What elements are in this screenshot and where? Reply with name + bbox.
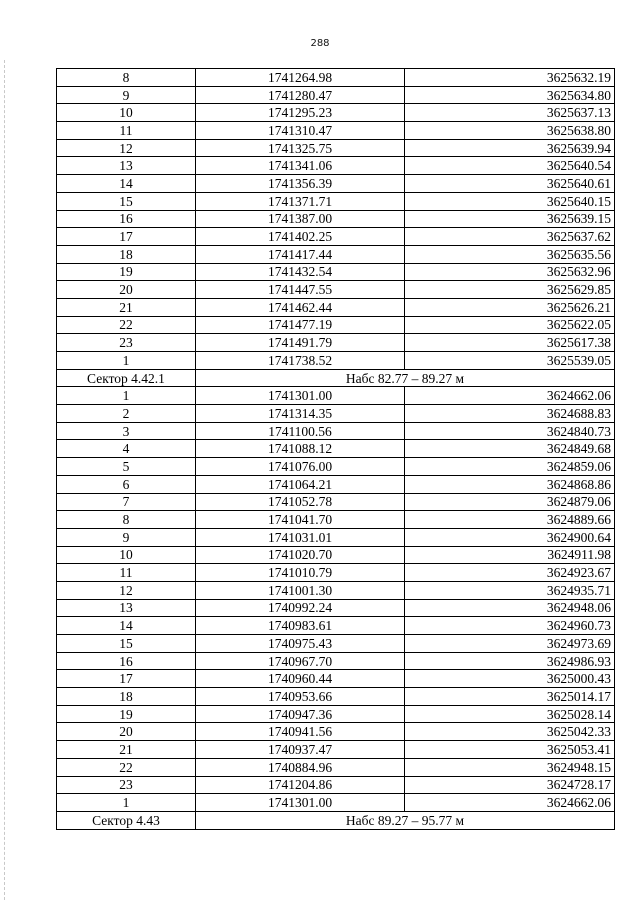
point-number-cell: 15 [57, 192, 196, 210]
y-coordinate-cell: 3624948.06 [405, 599, 615, 617]
y-coordinate-cell: 3625639.94 [405, 139, 615, 157]
x-coordinate-cell: 1741432.54 [196, 263, 405, 281]
point-number-cell: 21 [57, 741, 196, 759]
point-number-cell: 20 [57, 723, 196, 741]
y-coordinate-cell: 3625014.17 [405, 688, 615, 706]
table-row [57, 139, 615, 157]
x-coordinate-cell: 1741010.79 [196, 564, 405, 582]
point-number-cell: 18 [57, 688, 196, 706]
x-coordinate-cell: 1741204.86 [196, 776, 405, 794]
table-row [57, 652, 615, 670]
point-number-cell: 5 [57, 458, 196, 476]
table-row [57, 705, 615, 723]
x-coordinate-cell: 1740947.36 [196, 705, 405, 723]
table-row [57, 511, 615, 529]
table-row [57, 210, 615, 228]
point-number-cell: 13 [57, 157, 196, 175]
table-row [57, 86, 615, 104]
table-row [57, 245, 615, 263]
x-coordinate-cell: 1741100.56 [196, 422, 405, 440]
point-number-cell: 7 [57, 493, 196, 511]
y-coordinate-cell: 3625622.05 [405, 316, 615, 334]
table-row [57, 175, 615, 193]
x-coordinate-cell: 1741738.52 [196, 352, 405, 370]
x-coordinate-cell: 1740941.56 [196, 723, 405, 741]
table-row [57, 723, 615, 741]
table-row [57, 192, 615, 210]
table-row [57, 794, 615, 812]
x-coordinate-cell: 1740937.47 [196, 741, 405, 759]
point-number-cell: 2 [57, 405, 196, 423]
table-row [57, 458, 615, 476]
x-coordinate-cell: 1741491.79 [196, 334, 405, 352]
y-coordinate-cell: 3625637.13 [405, 104, 615, 122]
sector-elevation-range: Набс 82.77 – 89.27 м [196, 369, 615, 387]
coordinates-table [56, 68, 615, 830]
x-coordinate-cell: 1741041.70 [196, 511, 405, 529]
point-number-cell: 14 [57, 175, 196, 193]
point-number-cell: 22 [57, 316, 196, 334]
sector-name: Сектор 4.42.1 [57, 369, 196, 387]
y-coordinate-cell: 3624849.68 [405, 440, 615, 458]
y-coordinate-cell: 3624662.06 [405, 387, 615, 405]
table-row [57, 387, 615, 405]
point-number-cell: 9 [57, 528, 196, 546]
x-coordinate-cell: 1741020.70 [196, 546, 405, 564]
y-coordinate-cell: 3625053.41 [405, 741, 615, 759]
table-row [57, 475, 615, 493]
x-coordinate-cell: 1740884.96 [196, 758, 405, 776]
table-row [57, 334, 615, 352]
point-number-cell: 16 [57, 652, 196, 670]
x-coordinate-cell: 1741076.00 [196, 458, 405, 476]
x-coordinate-cell: 1741314.35 [196, 405, 405, 423]
table-row [57, 281, 615, 299]
y-coordinate-cell: 3624911.98 [405, 546, 615, 564]
table-row [57, 528, 615, 546]
table-row [57, 546, 615, 564]
table-row [57, 122, 615, 140]
y-coordinate-cell: 3624935.71 [405, 581, 615, 599]
table-row [57, 670, 615, 688]
y-coordinate-cell: 3625629.85 [405, 281, 615, 299]
table-row [57, 298, 615, 316]
y-coordinate-cell: 3625028.14 [405, 705, 615, 723]
table-row [57, 405, 615, 423]
point-number-cell: 4 [57, 440, 196, 458]
y-coordinate-cell: 3625635.56 [405, 245, 615, 263]
y-coordinate-cell: 3625000.43 [405, 670, 615, 688]
point-number-cell: 8 [57, 69, 196, 87]
x-coordinate-cell: 1741477.19 [196, 316, 405, 334]
y-coordinate-cell: 3624840.73 [405, 422, 615, 440]
table-row [57, 599, 615, 617]
y-coordinate-cell: 3624973.69 [405, 635, 615, 653]
y-coordinate-cell: 3625632.96 [405, 263, 615, 281]
x-coordinate-cell: 1741064.21 [196, 475, 405, 493]
x-coordinate-cell: 1740967.70 [196, 652, 405, 670]
sector-header-row [57, 369, 615, 387]
x-coordinate-cell: 1741356.39 [196, 175, 405, 193]
y-coordinate-cell: 3625640.15 [405, 192, 615, 210]
table-row [57, 157, 615, 175]
table-row [57, 776, 615, 794]
point-number-cell: 23 [57, 776, 196, 794]
y-coordinate-cell: 3624859.06 [405, 458, 615, 476]
y-coordinate-cell: 3625638.80 [405, 122, 615, 140]
x-coordinate-cell: 1740992.24 [196, 599, 405, 617]
page-number: 288 [310, 38, 330, 49]
point-number-cell: 14 [57, 617, 196, 635]
point-number-cell: 1 [57, 387, 196, 405]
point-number-cell: 12 [57, 581, 196, 599]
table-row [57, 758, 615, 776]
y-coordinate-cell: 3624923.67 [405, 564, 615, 582]
table-row [57, 422, 615, 440]
y-coordinate-cell: 3625632.19 [405, 69, 615, 87]
x-coordinate-cell: 1740953.66 [196, 688, 405, 706]
y-coordinate-cell: 3625640.61 [405, 175, 615, 193]
point-number-cell: 8 [57, 511, 196, 529]
y-coordinate-cell: 3625634.80 [405, 86, 615, 104]
table-row [57, 104, 615, 122]
table-row [57, 352, 615, 370]
point-number-cell: 11 [57, 564, 196, 582]
point-number-cell: 17 [57, 670, 196, 688]
point-number-cell: 9 [57, 86, 196, 104]
x-coordinate-cell: 1741001.30 [196, 581, 405, 599]
y-coordinate-cell: 3625639.15 [405, 210, 615, 228]
point-number-cell: 22 [57, 758, 196, 776]
x-coordinate-cell: 1741447.55 [196, 281, 405, 299]
point-number-cell: 12 [57, 139, 196, 157]
x-coordinate-cell: 1741371.71 [196, 192, 405, 210]
point-number-cell: 20 [57, 281, 196, 299]
y-coordinate-cell: 3624879.06 [405, 493, 615, 511]
x-coordinate-cell: 1741301.00 [196, 387, 405, 405]
point-number-cell: 21 [57, 298, 196, 316]
scan-margin-line [4, 60, 5, 900]
table-row [57, 263, 615, 281]
point-number-cell: 18 [57, 245, 196, 263]
y-coordinate-cell: 3625617.38 [405, 334, 615, 352]
y-coordinate-cell: 3624662.06 [405, 794, 615, 812]
table-row [57, 688, 615, 706]
point-number-cell: 15 [57, 635, 196, 653]
y-coordinate-cell: 3625637.62 [405, 228, 615, 246]
x-coordinate-cell: 1741301.00 [196, 794, 405, 812]
x-coordinate-cell: 1741031.01 [196, 528, 405, 546]
y-coordinate-cell: 3624868.86 [405, 475, 615, 493]
x-coordinate-cell: 1741417.44 [196, 245, 405, 263]
y-coordinate-cell: 3625539.05 [405, 352, 615, 370]
table-row [57, 493, 615, 511]
x-coordinate-cell: 1741295.23 [196, 104, 405, 122]
y-coordinate-cell: 3624688.83 [405, 405, 615, 423]
y-coordinate-cell: 3624948.15 [405, 758, 615, 776]
table-row [57, 228, 615, 246]
coordinates-table-body [57, 69, 615, 830]
y-coordinate-cell: 3624889.66 [405, 511, 615, 529]
point-number-cell: 23 [57, 334, 196, 352]
point-number-cell: 17 [57, 228, 196, 246]
y-coordinate-cell: 3624986.93 [405, 652, 615, 670]
sector-elevation-range: Набс 89.27 – 95.77 м [196, 811, 615, 829]
point-number-cell: 10 [57, 546, 196, 564]
x-coordinate-cell: 1741088.12 [196, 440, 405, 458]
table-row [57, 69, 615, 87]
x-coordinate-cell: 1741264.98 [196, 69, 405, 87]
x-coordinate-cell: 1741402.25 [196, 228, 405, 246]
point-number-cell: 13 [57, 599, 196, 617]
x-coordinate-cell: 1740975.43 [196, 635, 405, 653]
y-coordinate-cell: 3624728.17 [405, 776, 615, 794]
y-coordinate-cell: 3624900.64 [405, 528, 615, 546]
point-number-cell: 19 [57, 263, 196, 281]
sector-name: Сектор 4.43 [57, 811, 196, 829]
y-coordinate-cell: 3624960.73 [405, 617, 615, 635]
x-coordinate-cell: 1740983.61 [196, 617, 405, 635]
x-coordinate-cell: 1741341.06 [196, 157, 405, 175]
point-number-cell: 6 [57, 475, 196, 493]
point-number-cell: 11 [57, 122, 196, 140]
point-number-cell: 16 [57, 210, 196, 228]
x-coordinate-cell: 1740960.44 [196, 670, 405, 688]
table-row [57, 741, 615, 759]
table-row [57, 617, 615, 635]
x-coordinate-cell: 1741325.75 [196, 139, 405, 157]
table-row [57, 564, 615, 582]
point-number-cell: 1 [57, 352, 196, 370]
x-coordinate-cell: 1741280.47 [196, 86, 405, 104]
point-number-cell: 19 [57, 705, 196, 723]
y-coordinate-cell: 3625640.54 [405, 157, 615, 175]
table-row [57, 440, 615, 458]
x-coordinate-cell: 1741387.00 [196, 210, 405, 228]
table-row [57, 635, 615, 653]
table-row [57, 581, 615, 599]
x-coordinate-cell: 1741462.44 [196, 298, 405, 316]
x-coordinate-cell: 1741310.47 [196, 122, 405, 140]
point-number-cell: 10 [57, 104, 196, 122]
x-coordinate-cell: 1741052.78 [196, 493, 405, 511]
y-coordinate-cell: 3625042.33 [405, 723, 615, 741]
table-row [57, 316, 615, 334]
y-coordinate-cell: 3625626.21 [405, 298, 615, 316]
point-number-cell: 3 [57, 422, 196, 440]
sector-header-row [57, 811, 615, 829]
point-number-cell: 1 [57, 794, 196, 812]
